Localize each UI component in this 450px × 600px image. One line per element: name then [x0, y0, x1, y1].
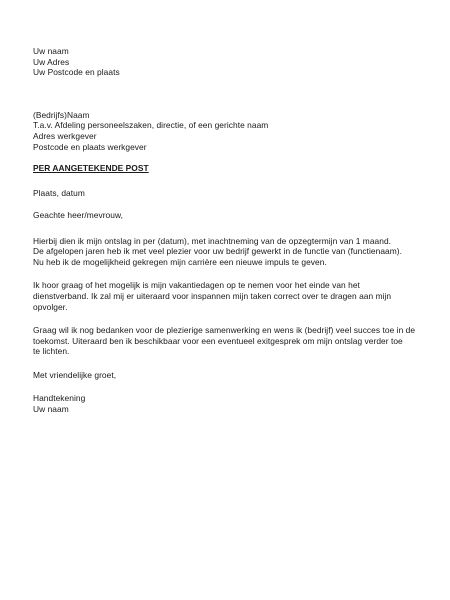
sender-postcode-city: Uw Postcode en plaats	[33, 67, 120, 78]
sender-name: Uw naam	[33, 46, 69, 56]
signature-name: Uw naam	[33, 404, 69, 415]
sender-address: Uw Adres	[33, 56, 70, 67]
letter-body	[33, 46, 433, 415]
paragraph-line: Hierbij dien ik mijn ontslag in per (datum), met inachtneming van de opzegtermijn van 1 maand.	[33, 235, 392, 246]
paragraph-line: De afgelopen jaren heb ik met veel plezier voor uw bedrijf gewerkt in de functie van (functienaam).	[33, 246, 402, 257]
paragraph-1	[33, 236, 433, 268]
paragraph-line: Nu heb ik de mogelijkheid gekregen mijn carrière een nieuwe impuls te geven.	[33, 256, 327, 267]
recipient-address: Adres werkgever	[33, 130, 97, 141]
paragraph-3	[33, 325, 433, 357]
salutation: Geachte heer/mevrouw,	[33, 209, 123, 220]
paragraph-line: toekomst. Uiteraard ben ik beschikbaar voor een eventueel exitgesprek om mijn ontslag verder toe	[33, 335, 403, 346]
paragraph-line: Ik hoor graag of het mogelijk is mijn vakantiedagen op te nemen voor het einde van het	[33, 280, 360, 291]
recipient-attention: T.a.v. Afdeling personeelszaken, directie, of een gerichte naam	[33, 120, 269, 131]
paragraph-line: Graag wil ik nog bedanken voor de plezierige samenwerking en wens ik (bedrijf) veel succes toe in de	[33, 325, 416, 336]
recipient-company: (Bedrijfs)Naam	[33, 109, 90, 120]
signature-label: Handtekening	[33, 393, 86, 404]
recipient-block	[33, 110, 433, 152]
subject-line: PER AANGETEKENDE POST	[33, 162, 149, 173]
recipient-postcode-city: Postcode en plaats werkgever	[33, 141, 147, 152]
paragraph-line: te lichten.	[33, 346, 70, 357]
place-date: Plaats, datum	[33, 188, 85, 199]
closing: Met vriendelijke groet,	[33, 369, 117, 380]
paragraph-line: dienstverband. Ik zal mij er uiteraard voor inspannen mijn taken correct over te dragen aan mijn	[33, 290, 392, 301]
paragraph-2	[33, 280, 433, 312]
paragraph-line: opvolger.	[33, 301, 68, 312]
signature-block	[33, 393, 433, 414]
sender-block	[33, 46, 433, 78]
